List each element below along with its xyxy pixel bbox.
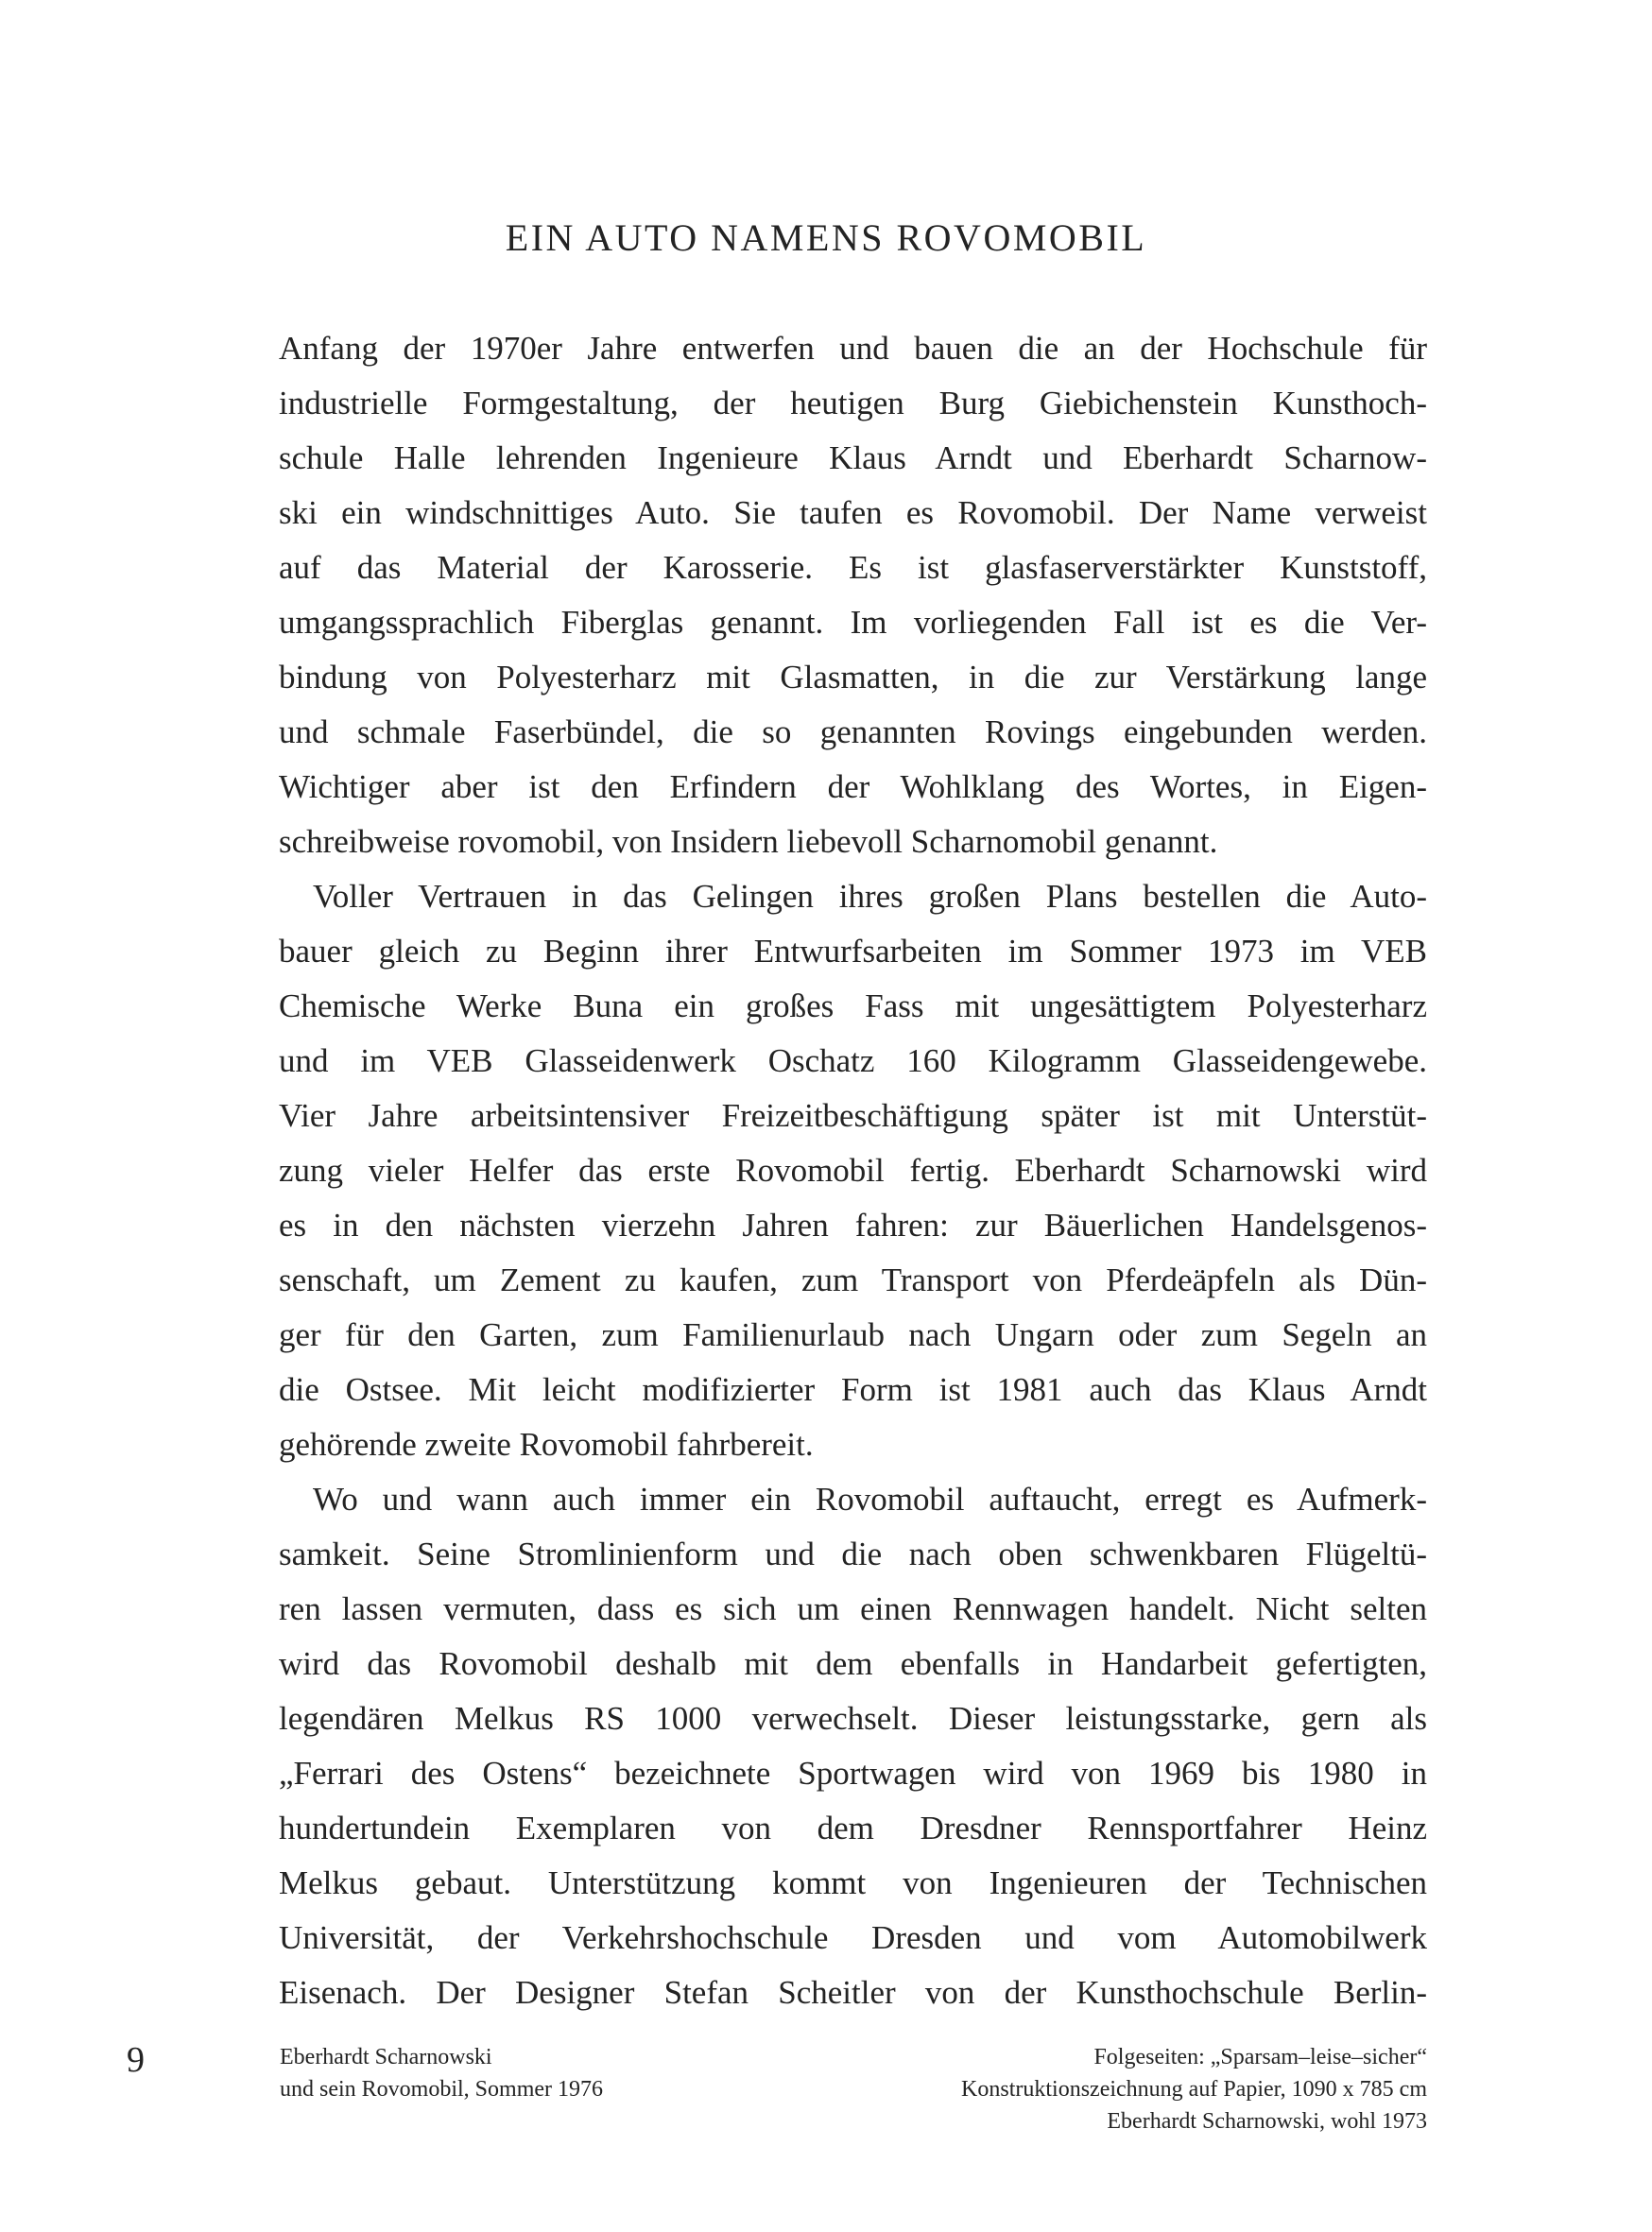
text-line: Voller Vertrauen in das Gelingen ihres großen Plans bestellen die Auto-	[313, 878, 1427, 915]
text-line: bindung von Polyesterharz mit Glasmatten, in die zur Verstärkung lange	[279, 659, 1427, 695]
text-line: bauer gleich zu Beginn ihrer Entwurfsarbeiten im Sommer 1973 im VEB	[279, 933, 1427, 970]
image-caption-left	[280, 2041, 603, 2105]
body-text	[279, 321, 1427, 2020]
text-line: und schmale Faserbündel, die so genannten Rovings eingebunden werden.	[279, 713, 1427, 750]
text-line: auf das Material der Karosserie. Es ist glasfaserverstärkter Kunststoff,	[279, 549, 1427, 586]
page-title: EIN AUTO NAMENS ROVOMOBIL	[505, 216, 1147, 259]
paragraph-1	[279, 321, 1427, 869]
image-caption-right	[961, 2041, 1427, 2138]
text-line: industrielle Formgestaltung, der heutigen Burg Giebichenstein Kunsthoch-	[279, 385, 1427, 421]
text-line: gehörende zweite Rovomobil fahrbereit.	[279, 1426, 814, 1463]
text-line: Vier Jahre arbeitsintensiver Freizeitbeschäftigung später ist mit Unterstüt-	[279, 1097, 1427, 1134]
caption-line: Konstruktionszeichnung auf Papier, 1090 x 785 cm	[961, 2077, 1427, 2102]
text-line: schreibweise rovomobil, von Insidern liebevoll Scharnomobil genannt.	[279, 823, 1218, 860]
caption-line: Folgeseiten: „Sparsam–leise–sicher“	[1093, 2045, 1427, 2069]
text-line: Anfang der 1970er Jahre entwerfen und bauen die an der Hochschule für	[279, 330, 1427, 367]
text-line: „Ferrari des Ostens“ bezeichnete Sportwagen wird von 1969 bis 1980 in	[279, 1755, 1427, 1792]
text-line: zung vieler Helfer das erste Rovomobil fertig. Eberhardt Scharnowski wird	[279, 1152, 1427, 1189]
text-line: Eisenach. Der Designer Stefan Scheitler von der Kunsthochschule Berlin-	[279, 1974, 1427, 2011]
text-line: hundertundein Exemplaren von dem Dresdner Rennsportfahrer Heinz	[279, 1810, 1427, 1846]
text-line: legendären Melkus RS 1000 verwechselt. Dieser leistungsstarke, gern als	[279, 1700, 1427, 1737]
page-number: 9	[127, 2040, 145, 2080]
text-line: umgangssprachlich Fiberglas genannt. Im vorliegenden Fall ist es die Ver-	[279, 604, 1427, 641]
text-line: wird das Rovomobil deshalb mit dem ebenfalls in Handarbeit gefertigten,	[279, 1645, 1427, 1682]
text-line: ger für den Garten, zum Familienurlaub nach Ungarn oder zum Segeln an	[279, 1316, 1427, 1353]
text-line: Universität, der Verkehrshochschule Dresden und vom Automobilwerk	[279, 1919, 1427, 1956]
caption-line: Eberhardt Scharnowski	[280, 2045, 492, 2069]
text-line: Melkus gebaut. Unterstützung kommt von Ingenieuren der Technischen	[279, 1864, 1427, 1901]
text-line: Wo und wann auch immer ein Rovomobil auftaucht, erregt es Aufmerk-	[313, 1481, 1427, 1518]
paragraph-3	[279, 1472, 1427, 2020]
text-line: und im VEB Glasseidenwerk Oschatz 160 Kilogramm Glasseidengewebe.	[279, 1042, 1427, 1079]
caption-line: und sein Rovomobil, Sommer 1976	[280, 2077, 603, 2102]
text-line: ren lassen vermuten, dass es sich um einen Rennwagen handelt. Nicht selten	[279, 1590, 1427, 1627]
text-line: Chemische Werke Buna ein großes Fass mit ungesättigtem Polyesterharz	[279, 987, 1427, 1024]
text-line: schule Halle lehrenden Ingenieure Klaus Arndt und Eberhardt Scharnow-	[279, 439, 1427, 476]
text-line: die Ostsee. Mit leicht modifizierter Form ist 1981 auch das Klaus Arndt	[279, 1371, 1427, 1408]
text-line: Wichtiger aber ist den Erfindern der Wohlklang des Wortes, in Eigen-	[279, 768, 1427, 805]
text-line: samkeit. Seine Stromlinienform und die nach oben schwenkbaren Flügeltü-	[279, 1536, 1427, 1572]
text-line: senschaft, um Zement zu kaufen, zum Transport von Pferdeäpfeln als Dün-	[279, 1262, 1427, 1298]
text-line: es in den nächsten vierzehn Jahren fahren: zur Bäuerlichen Handelsgenos-	[279, 1207, 1427, 1244]
caption-line: Eberhardt Scharnowski, wohl 1973	[1107, 2109, 1427, 2134]
text-line: ski ein windschnittiges Auto. Sie taufen es Rovomobil. Der Name verweist	[279, 494, 1427, 531]
paragraph-2	[279, 869, 1427, 1472]
